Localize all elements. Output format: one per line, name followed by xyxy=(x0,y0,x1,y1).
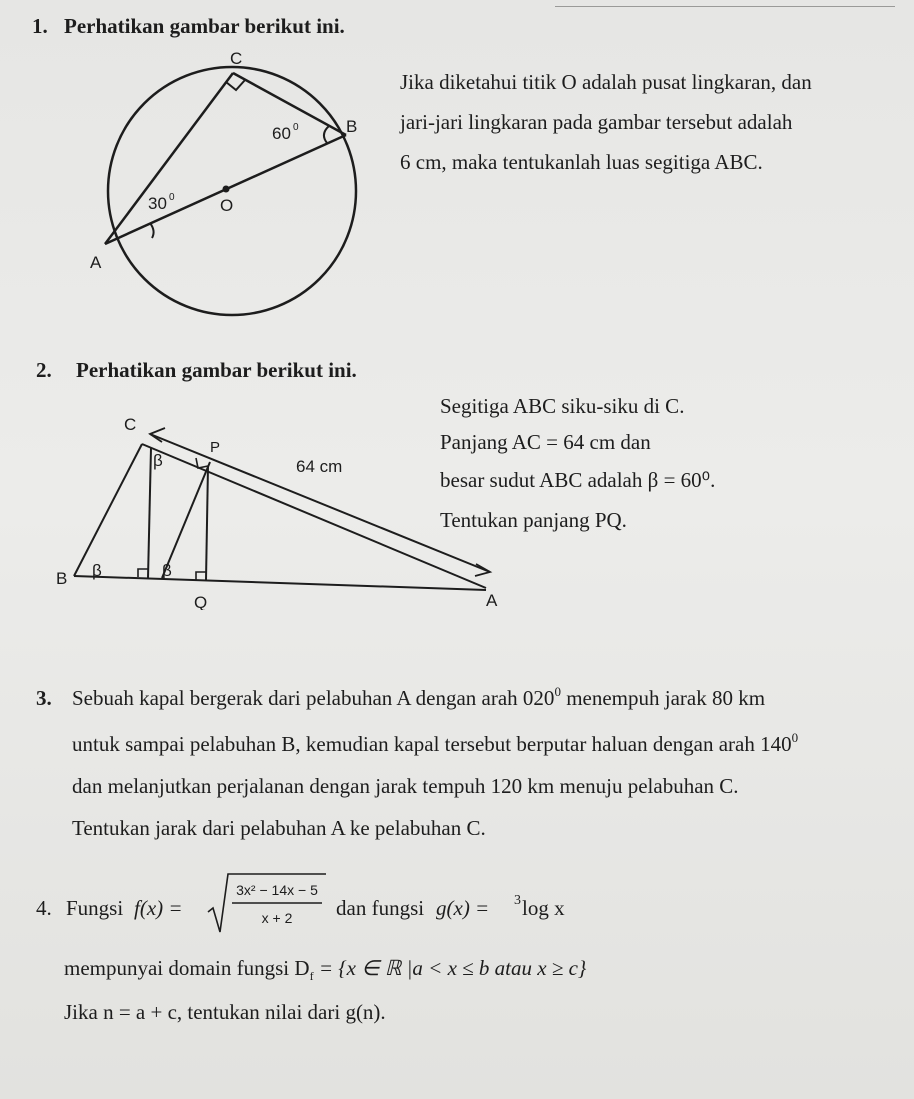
label-q: Q xyxy=(194,593,208,610)
hypotenuse-top xyxy=(150,434,490,572)
label-c: C xyxy=(230,49,243,68)
problem-1-line-1: Jika diketahui titik O adalah pusat lingkaran, dan xyxy=(400,70,812,94)
problem-2-line-3: besar sudut ABC adalah β = 60⁰. xyxy=(440,468,716,492)
segment-bc xyxy=(74,444,142,576)
angle-a-value: 30 xyxy=(148,194,167,213)
problem-2-line-4: Tentukan panjang PQ. xyxy=(440,508,627,532)
problem-3-number: 3. xyxy=(36,686,52,710)
problem-3-line-1-end: menempuh jarak 80 km xyxy=(560,686,766,710)
sqrt-expression xyxy=(204,868,328,938)
length-label: 64 cm xyxy=(296,457,343,476)
beta-at-b: β xyxy=(92,561,102,580)
problem-3-line-3: dan melanjutkan perjalanan dengan jarak tempuh 120 km menuju pelabuhan C. xyxy=(72,774,739,798)
angle-b-degree: 0 xyxy=(293,122,299,133)
beta-at-foot: β xyxy=(162,561,172,580)
problem-4-g-rest: log x xyxy=(522,896,565,920)
numerator: 3x² − 14x − 5 xyxy=(236,882,318,898)
problem-2-line-1: Segitiga ABC siku-siku di C. xyxy=(440,394,685,418)
domain-set: = {x ∈ ℝ |a < x ≤ b atau x ≥ c} xyxy=(313,956,587,980)
problem-3-degree-2: 0 xyxy=(791,730,799,745)
problem-1-number: 1. xyxy=(32,14,48,38)
angle-a-degree: 0 xyxy=(169,192,175,203)
label-a: A xyxy=(90,253,102,272)
angle-arc-a xyxy=(150,223,154,238)
label-b: B xyxy=(56,569,68,588)
problem-4-fungsi: Fungsi xyxy=(66,896,124,920)
circle-figure xyxy=(80,48,380,328)
denominator: x + 2 xyxy=(261,910,293,926)
problem-1-line-3: 6 cm, maka tentukanlah luas segitiga ABC. xyxy=(400,150,763,174)
label-c: C xyxy=(124,415,137,434)
right-angle-q1 xyxy=(138,569,148,577)
problem-3-line-2-text: untuk sampai pelabuhan B, kemudian kapal tersebut berputar haluan dengan arah 140 xyxy=(72,732,792,756)
right-angle-q2 xyxy=(196,572,206,580)
label-p: P xyxy=(210,439,221,456)
top-rule xyxy=(555,6,895,7)
problem-3-line-4: Tentukan jarak dari pelabuhan A ke pelabuhan C. xyxy=(72,816,486,840)
label-b: B xyxy=(346,117,358,136)
beta-at-c: β xyxy=(153,451,163,470)
center-dot xyxy=(223,186,230,193)
problem-4-dan-fungsi: dan fungsi xyxy=(336,896,425,920)
altitude-c xyxy=(148,448,151,578)
angle-arc-b xyxy=(324,126,329,143)
label-o: O xyxy=(220,196,234,215)
angle-b-value: 60 xyxy=(272,124,291,143)
domain-text: mempunyai domain fungsi D xyxy=(64,956,310,980)
problem-1-heading: Perhatikan gambar berikut ini. xyxy=(64,14,345,38)
domain-sub: f xyxy=(309,969,314,984)
label-a: A xyxy=(486,591,498,610)
problem-3-degree-1: 0 xyxy=(554,684,561,699)
problem-3-line-2 xyxy=(72,730,799,756)
problem-4-line-3: Jika n = a + c, tentukan nilai dari g(n). xyxy=(64,1000,386,1024)
problem-2-number: 2. xyxy=(36,358,52,382)
segment-ba xyxy=(74,576,486,590)
problem-4-number: 4. xyxy=(36,896,52,920)
problem-3-line-1-text: Sebuah kapal bergerak dari pelabuhan A dengan arah 020 xyxy=(72,686,555,710)
right-angle-mark-c xyxy=(226,80,245,90)
problem-3-line-1 xyxy=(72,684,766,710)
right-angle-p xyxy=(196,458,208,468)
problem-4-f-lhs: f(x) = xyxy=(134,896,183,920)
segment-ac xyxy=(105,73,233,244)
problem-2-line-2: Panjang AC = 64 cm dan xyxy=(440,430,651,454)
segment-pq xyxy=(206,466,208,580)
problem-4-log-base: 3 xyxy=(514,893,521,908)
problem-2-heading: Perhatikan gambar berikut ini. xyxy=(76,358,357,382)
problem-4-line-2 xyxy=(64,958,586,982)
problem-1-line-2: jari-jari lingkaran pada gambar tersebut adalah xyxy=(400,110,793,134)
problem-4-g-lhs: g(x) = xyxy=(436,896,490,920)
